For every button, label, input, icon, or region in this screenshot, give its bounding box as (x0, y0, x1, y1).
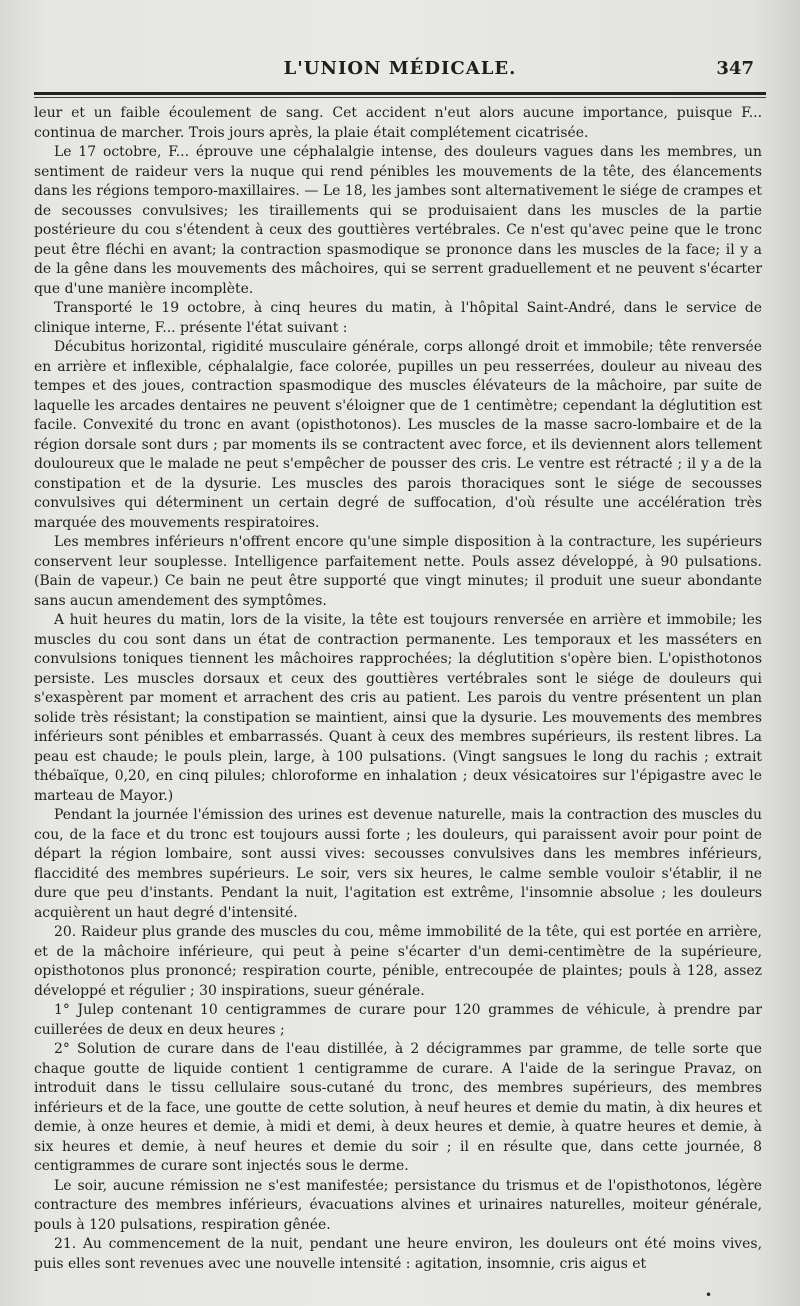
paragraph: 2° Solution de curare dans de l'eau distillée, à 2 décigrammes par gramme, de telle sorte que chaque goutte de liquide contient 1 centigramme de curare. A l'aide de la seringue Pravaz, on introduit dans le tissu cellulaire sous-cutané du tronc, des membres supérieurs, des membres inférieurs et de la face, une goutte de cette solution, à neuf heures et demie du matin, à dix heures et demie, à onze heures et demie, à midi et demi, à deux heures et demie, à quatre heures et demie, à six heures et demie, à neuf heures et demie du soir ; il en résulte que, dans cette journée, 8 centigrammes de curare sont injectés sous le derme. (34, 1041, 762, 1174)
paragraph: Décubitus horizontal, rigidité musculaire générale, corps allongé droit et immobile; tête renversée en arrière et inflexible, céphalalgie, face colorée, pupilles un peu resserrées, douleur au niveau des tempes et des joues, contraction spasmodique des muscles élévateurs de la mâchoire, par suite de laquelle les arcades dentaires ne peuvent s'éloigner que de 1 centimètre; cependant la déglutition est facile. Convexité du tronc en avant (opisthotonos). Les muscles de la masse sacro-lombaire et de la région dorsale sont durs ; par moments ils se contractent avec force, et ils deviennent alors tellement douloureux que le malade ne peut s'empêcher de pousser des cris. Le ventre est rétracté ; il y a de la constipation et de la dysurie. Les muscles des parois thoraciques sont le siége de secousses convulsives qui déterminent un certain degré de suffocation, d'où résulte une accélération très marquée des mouvements respiratoires. (34, 339, 762, 531)
paragraph: Transporté le 19 octobre, à cinq heures du matin, à l'hôpital Saint-André, dans le service de clinique interne, F... présente l'état suivant : (34, 300, 762, 336)
article-body (34, 104, 762, 1274)
header-rule-thin (34, 97, 766, 98)
running-title: L'UNION MÉDICALE. (283, 58, 517, 79)
paragraph: Le soir, aucune rémission ne s'est manifestée; persistance du trismus et de l'opisthotonos, légère contracture des membres inférieurs, évacuations alvines et urinaires naturelles, moiteur générale, pouls à 120 pulsations, respiration gênée. (34, 1177, 762, 1233)
page-header (34, 58, 766, 82)
paragraph: leur et un faible écoulement de sang. Cet accident n'eut alors aucune importance, puisque F... continua de marcher. Trois jours après, la plaie était complétement cicatrisée. (34, 105, 762, 141)
footer-mark: • (705, 1288, 713, 1302)
paragraph: Pendant la journée l'émission des urines est devenue naturelle, mais la contraction des muscles du cou, de la face et du tronc est toujours aussi forte ; les douleurs, qui paraissent avoir pour point de départ la région lombaire, sont aussi vives: secousses convulsives dans les membres inférieurs, flaccidité des membres supérieurs. Le soir, vers six heures, le calme semble vouloir s'établir, il ne dure que peu d'instants. Pendant la nuit, l'agitation est extrême, l'insomnie absolue ; les douleurs acquièrent un haut degré d'intensité. (34, 807, 762, 921)
header-rule (34, 92, 766, 95)
page-number: 347 (716, 58, 754, 79)
paragraph: A huit heures du matin, lors de la visite, la tête est toujours renversée en arrière et immobile; les muscles du cou sont dans un état de contraction permanente. Les temporaux et les masséters en convulsions toniques tiennent les mâchoires rapprochées; la déglutition s'opère bien. L'opisthotonos persiste. Les muscles dorsaux et ceux des gouttières vertébrales sont le siége de douleurs qui s'exaspèrent par moment et arrachent des cris au patient. Les parois du ventre présentent un plan solide très résistant; la constipation se maintient, ainsi que la dysurie. Les mouvements des membres inférieurs sont pénibles et embarrassés. Quant à ceux des membres supérieurs, ils restent libres. La peau est chaude; le pouls plein, large, à 100 pulsations. (Vingt sangsues le long du rachis ; extrait thébaïque, 0,20, en cinq pilules; chloroforme en inhalation ; deux vésicatoires sur l'épigastre avec le marteau de Mayor.) (34, 612, 762, 804)
paragraph: 21. Au commencement de la nuit, pendant une heure environ, les douleurs ont été moins vives, puis elles sont revenues avec une nouvelle intensité : agitation, insomnie, cris aigus et (34, 1236, 762, 1272)
paragraph: Les membres inférieurs n'offrent encore qu'une simple disposition à la contracture, les supérieurs conservent leur souplesse. Intelligence parfaitement nette. Pouls assez développé, à 90 pulsations. (Bain de vapeur.) Ce bain ne peut être supporté que vingt minutes; il produit une sueur abondante sans aucun amendement des symptômes. (34, 534, 762, 609)
paragraph: 1° Julep contenant 10 centigrammes de curare pour 120 grammes de véhicule, à prendre par cuillerées de deux en deux heures ; (34, 1002, 762, 1038)
paragraph: Le 17 octobre, F... éprouve une céphalalgie intense, des douleurs vagues dans les membres, un sentiment de raideur vers la nuque qui rend pénibles les mouvements de la tête, des élancements dans les régions temporo-maxillaires. — Le 18, les jambes sont alternativement le siége de crampes et de secousses convulsives; les tiraillements qui se produisaient dans les muscles de la partie postérieure du cou s'étendent à ceux des gouttières vertébrales. Ce n'est qu'avec peine que le tronc peut être fléchi en avant; la contraction spasmodique se prononce dans les muscles de la face; il y a de la gêne dans les mouvements des mâchoires, qui se serrent graduellement et ne peuvent s'écarter que d'une manière incomplète. (34, 144, 762, 297)
paragraph: 20. Raideur plus grande des muscles du cou, même immobilité de la tête, qui est portée en arrière, et de la mâchoire inférieure, qui peut à peine s'écarter d'un demi-centimètre de la supérieure, opisthotonos plus prononcé; respiration courte, pénible, entrecoupée de plaintes; pouls à 128, assez développé et régulier ; 30 inspirations, sueur générale. (34, 924, 762, 999)
